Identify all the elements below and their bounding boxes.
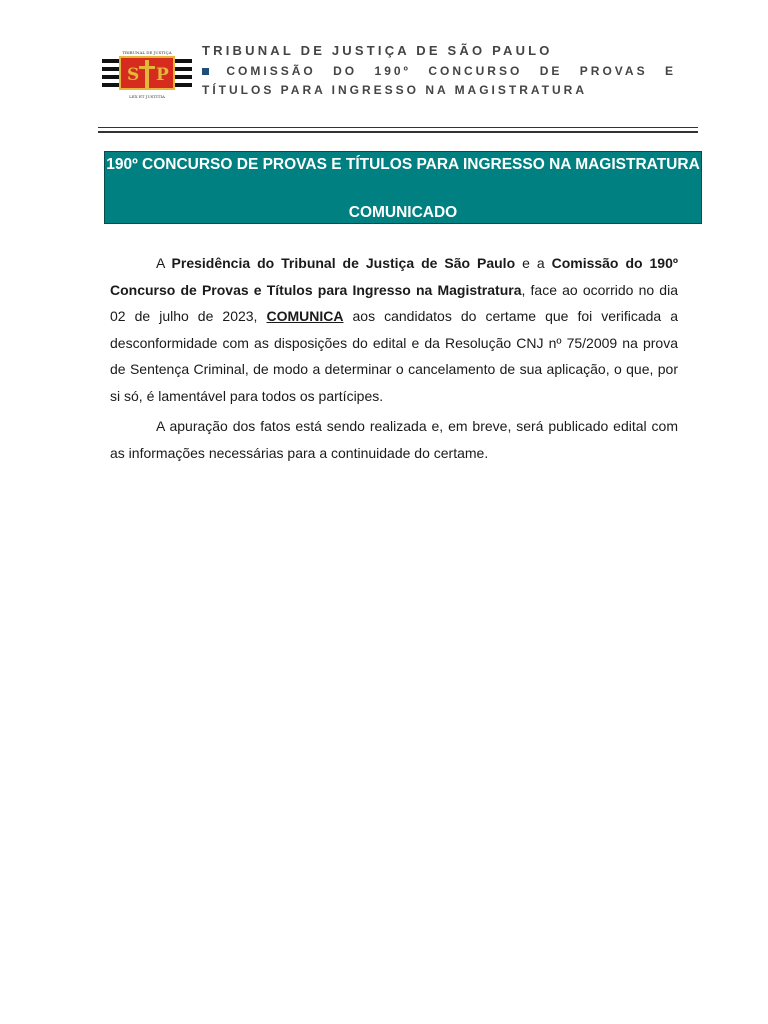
logo-bottom-text: LEX ET JUSTITIA — [129, 94, 165, 99]
banner-subtitle: COMUNICADO — [348, 204, 458, 221]
document-header — [0, 0, 768, 140]
paragraph-1 — [110, 250, 678, 409]
header-divider-thick — [98, 131, 698, 133]
header-divider-thin — [98, 127, 698, 128]
header-word: COMISSÃO — [226, 64, 316, 78]
svg-text:P: P — [156, 65, 169, 85]
header-word: CONCURSO — [428, 64, 523, 78]
communique-body — [110, 250, 678, 470]
header-court-name: TRIBUNAL DE JUSTIÇA DE SÃO PAULO — [202, 43, 553, 58]
underlined-bold-run: COMUNICA — [266, 308, 344, 324]
banner-title: 190º CONCURSO DE PROVAS E TÍTULOS PARA INGRESSO NA MAGISTRATURA — [106, 156, 700, 173]
text-run: aos candidatos do certame que foi verificada a desconformidade com as disposições do edital e da Resolução CNJ nº 75/2009 na prova de Sentença Criminal, de modo a determinar o cancelamento de sua aplicação, o que, por si só, é lamentável para todos os partícipes. — [110, 308, 678, 404]
title-banner — [104, 151, 702, 224]
header-word: E — [664, 64, 676, 78]
header-subtitle: TÍTULOS PARA INGRESSO NA MAGISTRATURA — [202, 83, 587, 97]
header-commission-line — [202, 64, 676, 78]
text-run: e a — [515, 255, 552, 271]
bold-run: Presidência do Tribunal de Justiça de São Paulo — [171, 255, 516, 271]
header-word: 190º — [374, 64, 411, 78]
text-run: , face ao ocorrido no dia 02 de julho de 2023, — [110, 281, 678, 324]
logo-top-text: TRIBUNAL DE JUSTIÇA — [122, 50, 172, 55]
bold-run: Comissão do 190º Concurso de Provas e Títulos para Ingresso na Magistratura — [110, 255, 678, 298]
tjsp-logo-icon — [102, 48, 192, 102]
header-word: DO — [333, 64, 358, 78]
bullet-icon — [202, 68, 209, 75]
text-run: A — [156, 255, 172, 271]
paragraph-2: A apuração dos fatos está sendo realizada e, em breve, será publicado edital com as informações necessárias para a continuidade do certame. — [110, 418, 678, 461]
header-word: DE — [539, 64, 563, 78]
header-word: PROVAS — [579, 64, 648, 78]
svg-text:S: S — [127, 65, 140, 85]
